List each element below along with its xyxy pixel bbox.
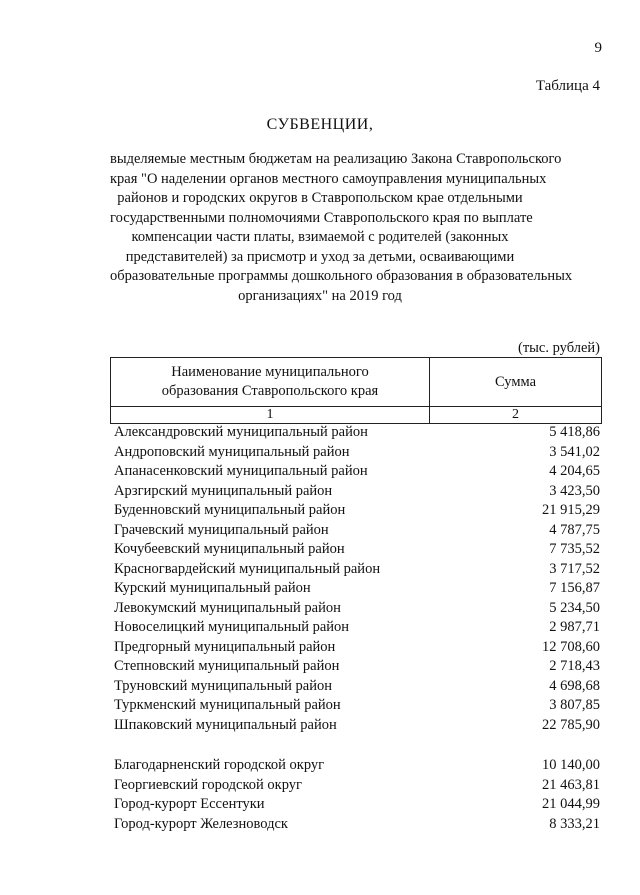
document-title: СУБВЕНЦИИ, <box>266 116 374 133</box>
municipality-name: Грачевский муниципальный район <box>114 521 329 538</box>
municipality-name: Апанасенковский муниципальный район <box>114 463 368 479</box>
subsidy-amount: 4 787,75 <box>549 521 600 538</box>
subsidy-amount: 21 915,29 <box>542 502 600 518</box>
column-header-name: Наименование муниципального образования Ставропольского края <box>111 358 430 407</box>
subsidy-amount: 3 423,50 <box>549 482 600 499</box>
municipality-name: Город-курорт Железноводск <box>114 815 288 832</box>
municipality-name: Город-курорт Ессентуки <box>114 796 265 812</box>
column-number-2: 2 <box>430 407 602 424</box>
subsidy-amount: 4 204,65 <box>549 463 600 479</box>
table-row <box>114 579 600 599</box>
table-row <box>114 560 600 580</box>
table-row <box>114 677 600 697</box>
subsidy-amount: 22 785,90 <box>542 716 600 733</box>
municipality-name: Труновский муниципальный район <box>114 677 332 694</box>
subsidy-amount: 2 987,71 <box>549 619 600 635</box>
municipality-name: Александровский муниципальный район <box>114 424 368 440</box>
table-row <box>114 795 600 815</box>
subsidy-amount: 3 807,85 <box>549 697 600 713</box>
table-row <box>114 521 600 541</box>
subtitle-line: выделяемые местным бюджетам на реализацию Закона Ставропольского <box>110 151 562 167</box>
municipality-name: Кочубеевский муниципальный район <box>114 541 345 557</box>
table-row <box>114 756 600 776</box>
table-row <box>114 696 600 716</box>
subtitle-line: государственными полномочиями Ставропольского края по выплате <box>110 209 533 226</box>
subtitle-line: организациях" на 2019 год <box>238 287 402 304</box>
table-row <box>114 443 600 463</box>
table-row <box>114 657 600 677</box>
municipality-name: Степновский муниципальный район <box>114 658 340 674</box>
subsidy-amount: 7 735,52 <box>549 541 600 557</box>
subtitle-line: компенсации части платы, взимаемой с родителей (законных <box>131 229 509 245</box>
table-row <box>114 482 600 502</box>
table-row <box>114 423 600 443</box>
subsidy-amount: 10 140,00 <box>542 757 600 773</box>
municipality-name: Красногвардейский муниципальный район <box>114 560 381 577</box>
table-row <box>114 776 600 796</box>
units-label: (тыс. рублей) <box>518 340 600 356</box>
document-subtitle <box>110 150 573 306</box>
municipality-name: Курский муниципальный район <box>114 580 311 596</box>
subtitle-line: представителей) за присмотр и уход за детьми, осваивающими <box>125 248 515 265</box>
municipality-name: Андроповский муниципальный район <box>114 443 350 460</box>
subsidy-amount: 5 234,50 <box>549 599 600 616</box>
subtitle-line: районов и городских округов в Ставропольском крае отдельными <box>117 190 523 206</box>
municipality-name: Новоселицкий муниципальный район <box>114 619 350 635</box>
municipality-name: Туркменский муниципальный район <box>114 697 341 713</box>
table-row <box>114 501 600 521</box>
table-row <box>114 462 600 482</box>
municipality-name: Георгиевский городской округ <box>114 776 302 793</box>
subsidy-amount: 12 708,60 <box>542 638 600 655</box>
subsidy-amount: 4 698,68 <box>549 677 600 694</box>
municipality-name: Левокумский муниципальный район <box>114 599 341 616</box>
table-row <box>114 540 600 560</box>
subtitle-line: образовательные программы дошкольного образования в образовательных <box>110 268 573 284</box>
table-row <box>114 618 600 638</box>
districts-list <box>114 423 600 735</box>
table-row <box>114 716 600 736</box>
municipality-name: Буденновский муниципальный район <box>114 502 346 518</box>
table-row <box>114 815 600 835</box>
city-districts-list <box>114 756 600 834</box>
subsidy-amount: 8 333,21 <box>549 815 600 832</box>
subsidy-amount: 21 044,99 <box>542 796 600 812</box>
municipality-name: Благодарненский городской округ <box>114 757 325 773</box>
subsidy-amount: 2 718,43 <box>549 658 600 674</box>
subsidy-amount: 3 717,52 <box>549 560 600 577</box>
page-number: 9 <box>594 40 602 56</box>
table-row <box>114 599 600 619</box>
table-label: Таблица 4 <box>535 78 600 94</box>
table-row <box>114 638 600 658</box>
municipality-name: Шпаковский муниципальный район <box>114 716 337 733</box>
column-header-amount: Сумма <box>430 358 602 407</box>
table-header <box>110 357 602 424</box>
subsidy-amount: 5 418,86 <box>549 424 600 440</box>
subtitle-line: края "О наделении органов местного самоуправления муниципальных <box>110 170 547 187</box>
column-number-1: 1 <box>111 407 430 424</box>
municipality-name: Предгорный муниципальный район <box>114 638 336 655</box>
subsidy-amount: 7 156,87 <box>549 580 600 596</box>
subsidy-amount: 21 463,81 <box>542 776 600 793</box>
municipality-name: Арзгирский муниципальный район <box>114 482 333 499</box>
subsidy-amount: 3 541,02 <box>549 443 600 460</box>
